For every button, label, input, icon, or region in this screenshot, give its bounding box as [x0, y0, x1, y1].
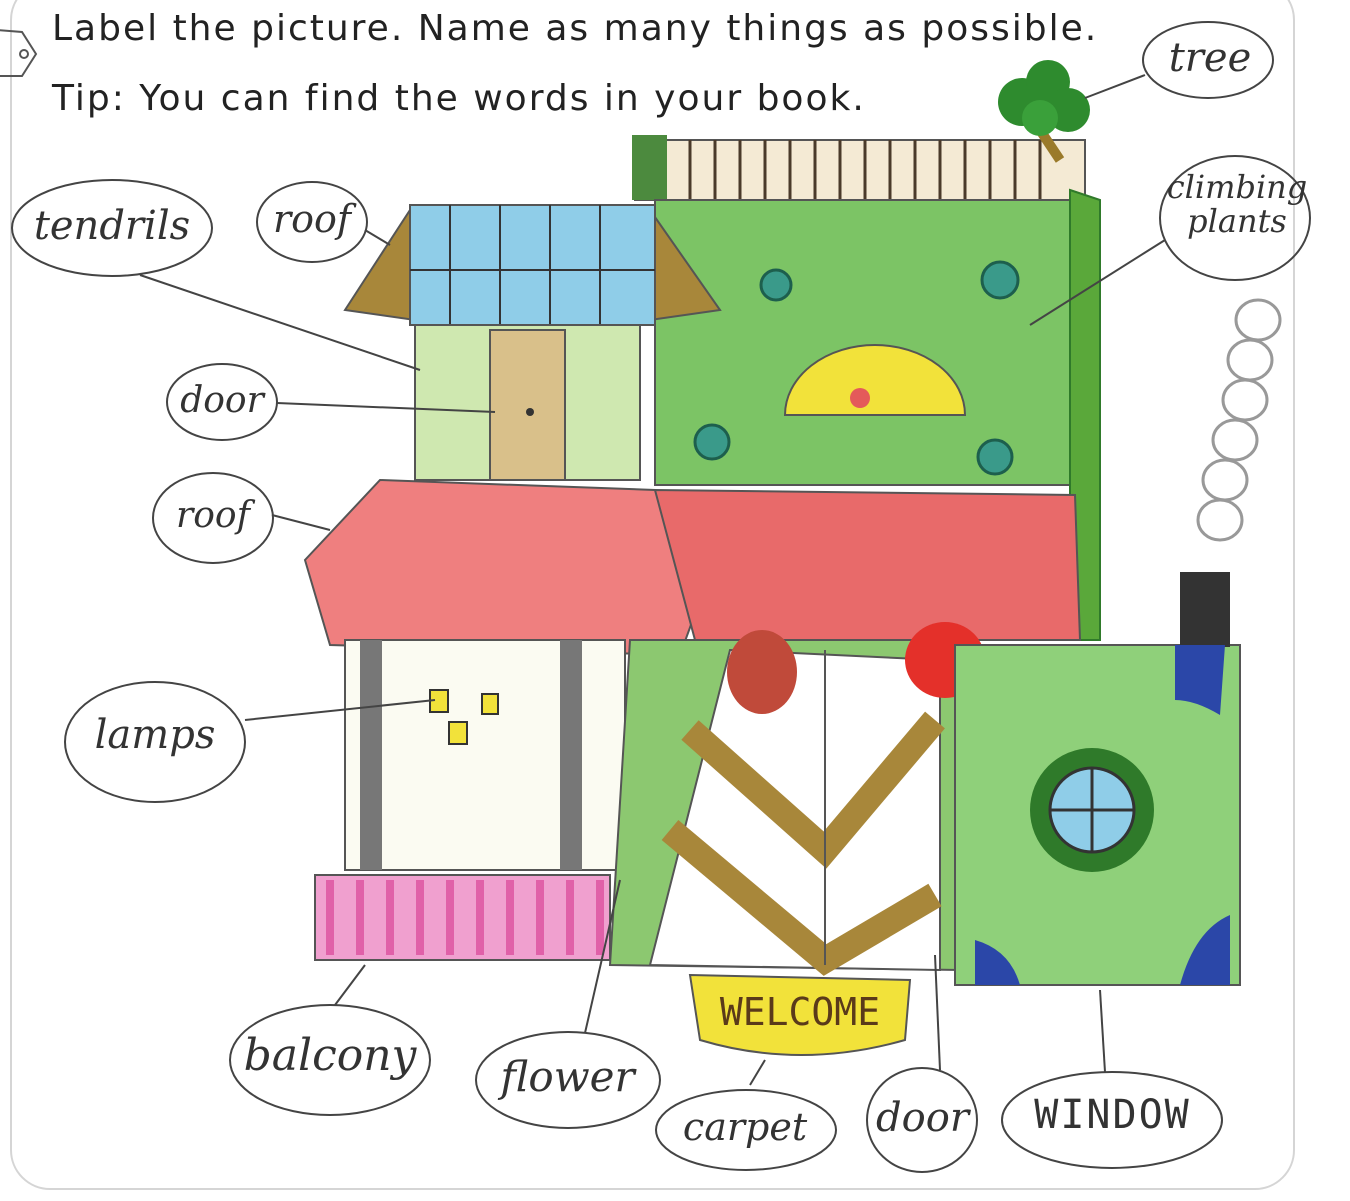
label-door-lower: door: [876, 1095, 969, 1141]
label-window: WINDOW: [1034, 1092, 1191, 1138]
lamp-icon: [449, 722, 467, 744]
tip-text: Tip: You can find the words in your book.: [52, 78, 866, 119]
label-climbing-plants: climbing plants: [1166, 168, 1308, 240]
label-balcony: balcony: [243, 1030, 417, 1081]
roof-railing: [632, 135, 1085, 200]
label-carpet: carpet: [682, 1105, 808, 1149]
lamp-icon: [482, 694, 498, 714]
label-roof-lower: roof: [176, 495, 250, 536]
label-lamps: lamps: [94, 712, 216, 758]
balcony-area: [315, 640, 625, 960]
label-flower: flower: [500, 1052, 635, 1101]
instruction-text: Label the picture. Name as many things as possible.: [52, 8, 1099, 49]
label-roof-top: roof: [273, 197, 351, 241]
label-door-upper: door: [180, 380, 264, 421]
label-tree: tree: [1168, 35, 1252, 81]
entrance: [610, 622, 985, 970]
smoke-scribble: [1198, 300, 1280, 540]
doormat-text: WELCOME: [719, 990, 881, 1034]
label-tendrils: tendrils: [33, 203, 191, 249]
